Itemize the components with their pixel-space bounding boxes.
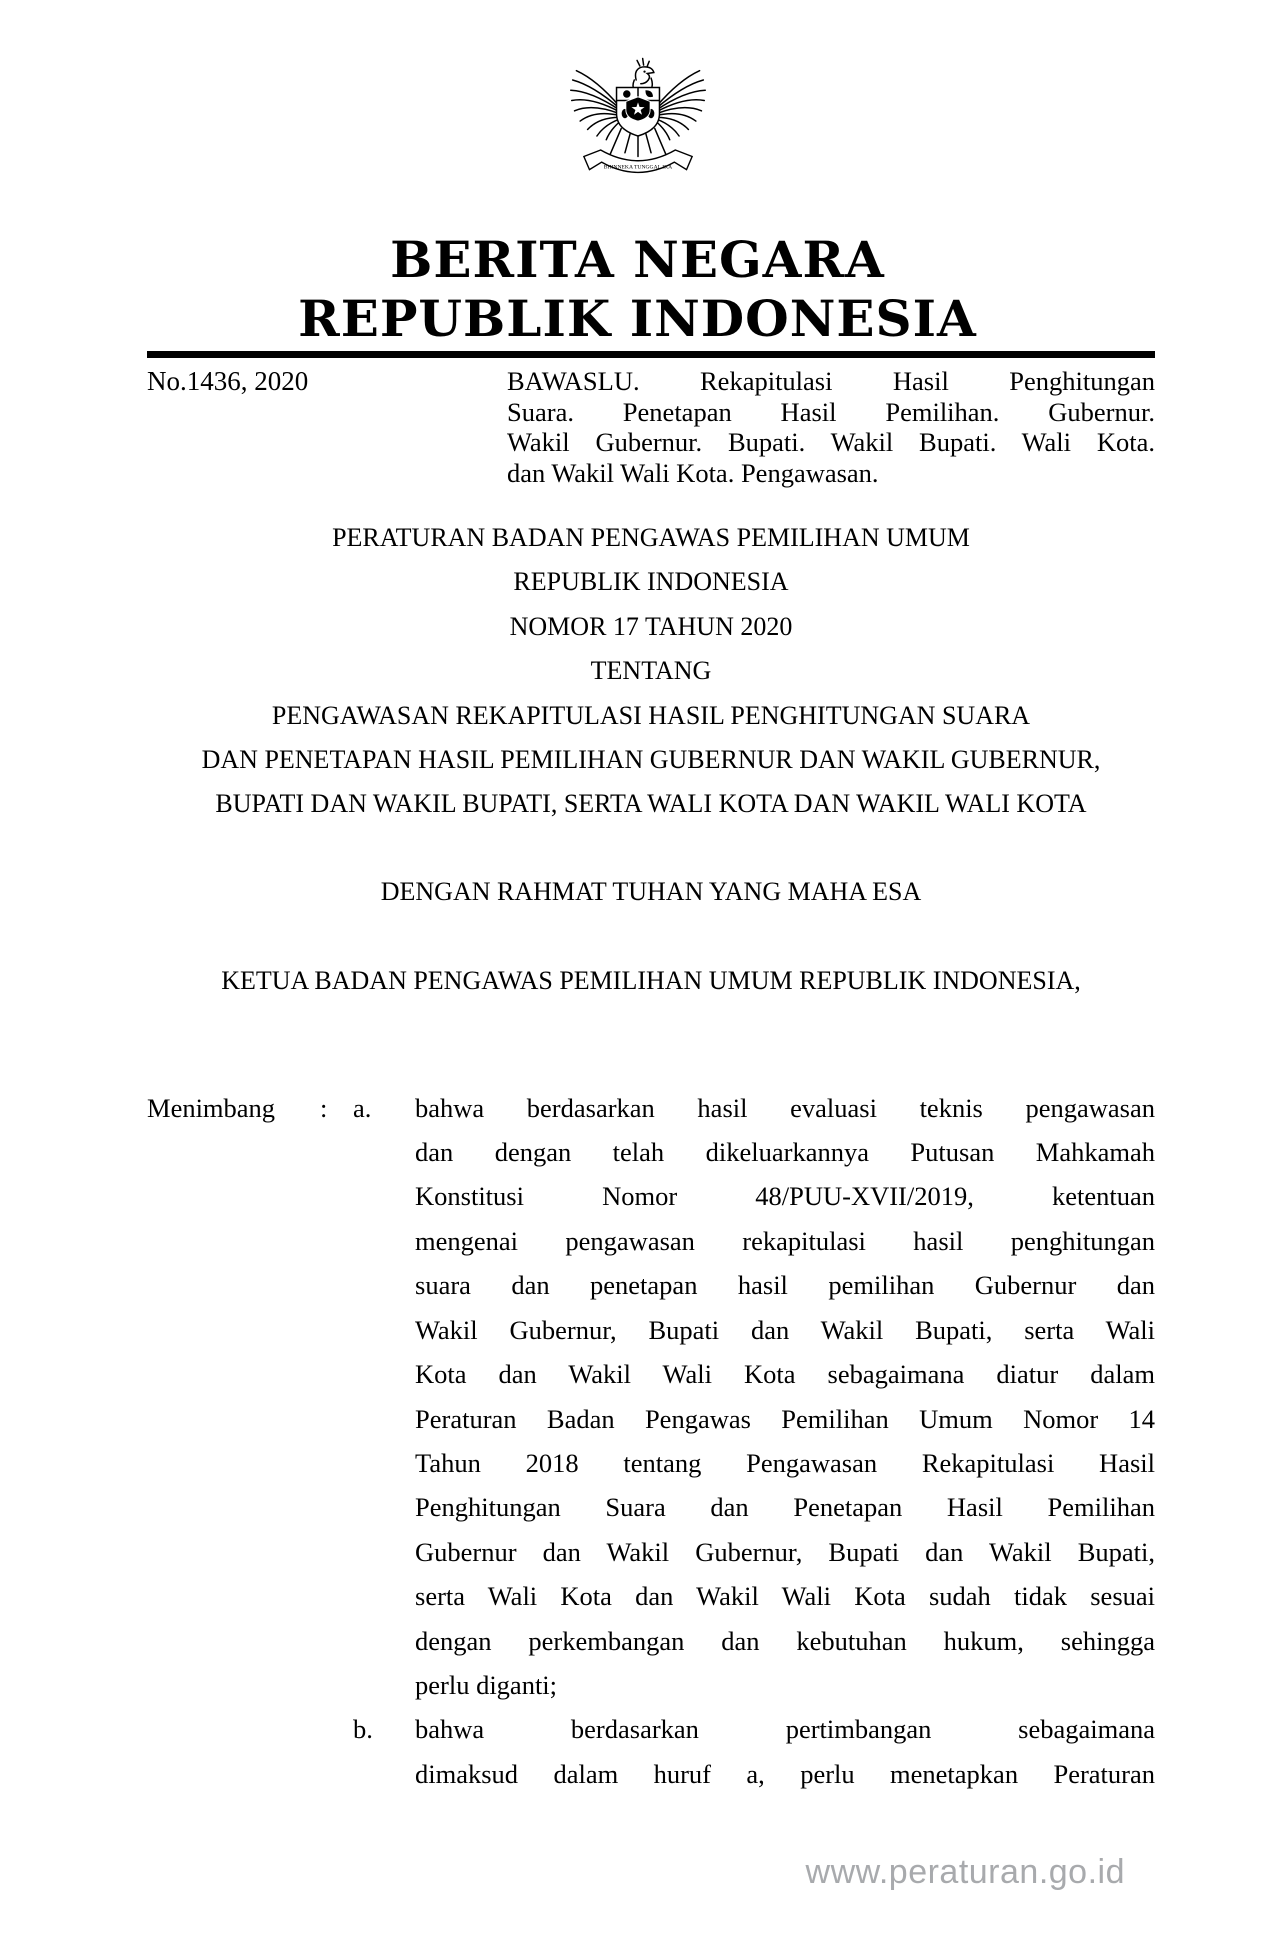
- considerans-items: [353, 1086, 1155, 1797]
- left-wing: [570, 71, 619, 140]
- gazette-info-row: [147, 366, 1155, 488]
- right-wing: [656, 71, 705, 140]
- garuda-pancasila-emblem: [563, 52, 713, 192]
- gazette-subject: BAWASLU. Rekapitulasi Hasil Penghitungan Suara. Penetapan Hasil Pemilihan. Gubernur. Wakil Gubernur. Bupati. Wakil Bupati. Wali Kota. dan Wakil Wali Kota. Pengawasan.: [507, 366, 1155, 488]
- item-a-text: bahwa berdasarkan hasil evaluasi teknis pengawasan dan dengan telah dikeluarkannya Putusan Mahkamah Konstitusi Nomor 48/PUU-XVII/2019, ketentuan mengenai pengawasan rekapitulasi hasil penghitungan suara dan penetapan hasil pemilihan Gubernur dan Wakil Gubernur, Bupati dan Wakil Bupati, serta Wali Kota dan Wakil Wali Kota sebagaimana diatur dalam Peraturan Badan Pengawas Pemilihan Umum Nomor 14 Tahun 2018 tentang Pengawasan Rekapitulasi Hasil Penghitungan Suara dan Penetapan Hasil Pemilihan Gubernur dan Wakil Gubernur, Bupati dan Wakil Bupati, serta Wali Kota dan Wakil Wali Kota sudah tidak sesuai dengan perkembangan dan kebutuhan hukum, sehingga perlu diganti;: [415, 1092, 1155, 1700]
- enacting-official-line: KETUA BADAN PENGAWAS PEMILIHAN UMUM REPUBLIK INDONESIA,: [221, 966, 1081, 996]
- watermark: www.peraturan.go.id: [805, 1853, 1125, 1891]
- considerans-item-b: [353, 1707, 1155, 1796]
- item-b-marker: b.: [353, 1714, 373, 1745]
- motto-text: BHINNEKA TUNGGAL IKA: [603, 164, 672, 171]
- eagle-head: [635, 67, 653, 84]
- considerans-label: Menimbang: [147, 1092, 276, 1123]
- eagle-crest: [637, 59, 649, 66]
- item-b-text: bahwa berdasarkan pertimbangan sebagaimana dimaksud dalam huruf a, perlu menetapkan Peraturan: [415, 1714, 1155, 1789]
- masthead-title-line1: BERITA NEGARA: [390, 230, 885, 289]
- shield: [616, 87, 659, 136]
- considerans-colon: :: [320, 1092, 328, 1123]
- item-a-marker: a.: [353, 1092, 372, 1123]
- considerans-item-a: [353, 1086, 1155, 1708]
- masthead-title-line2: REPUBLIK INDONESIA: [298, 289, 977, 348]
- masthead: [0, 230, 1275, 348]
- regulation-title-block: PERATURAN BADAN PENGAWAS PEMILIHAN UMUM REPUBLIK INDONESIA NOMOR 17 TAHUN 2020 TENTANG PENGAWASAN REKAPITULASI HASIL PENGHITUNGAN SUARA DAN PENETAPAN HASIL PEMILIHAN GUBERNUR DAN WAKIL GUBERNUR, BUPATI DAN WAKIL BUPATI, SERTA WALI KOTA DAN WAKIL WALI KOTA: [201, 523, 1101, 819]
- eagle-eye: [643, 70, 645, 72]
- considerans-section: [147, 1086, 1155, 1797]
- invocation-line: DENGAN RAHMAT TUHAN YANG MAHA ESA: [380, 876, 922, 906]
- masthead-divider: [147, 351, 1155, 358]
- gazette-number: No.1436, 2020: [147, 366, 309, 396]
